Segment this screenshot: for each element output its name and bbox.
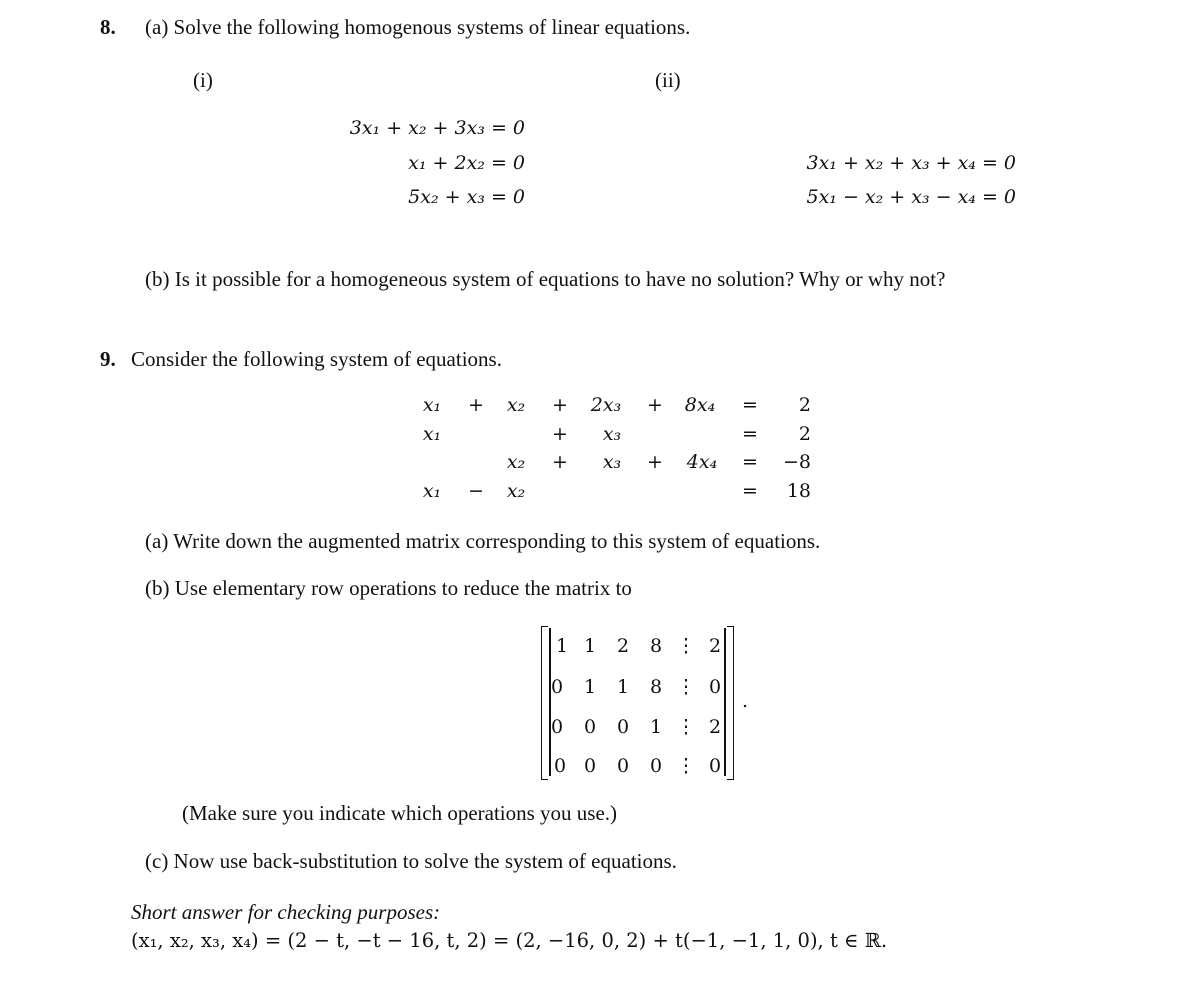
q9-part-a-text: (a) Write down the augmented matrix corresponding to this system of equations. (145, 529, 821, 553)
term-x4: 8x₄ (684, 394, 716, 416)
q9-part-b-text: (b) Use elementary row operations to reduce the matrix to (145, 576, 632, 600)
q9-note-text: (Make sure you indicate which operations you use.) (182, 801, 618, 825)
q9-intro-text: Consider the following system of equations. (131, 347, 502, 371)
rhs-value: 2 (798, 394, 811, 416)
matrix-end-period: . (742, 690, 749, 712)
q8-part-a-text: (a) Solve the following homogenous systems of linear equations. (145, 15, 691, 39)
equals-sign: = (742, 480, 758, 502)
q8-sub-i-label: (i) (193, 68, 213, 92)
matrix-cell: 0 (550, 716, 564, 738)
q8-part-b-text: (b) Is it possible for a homogeneous system of equations to have no solution? Why or why not? (145, 267, 946, 291)
operator: − (468, 480, 484, 502)
system-i-equation-1: 3x₁ + x₂ + 3x₃ = 0 (349, 117, 525, 139)
matrix-cell: 2 (708, 716, 722, 738)
matrix-cell: 1 (649, 716, 663, 738)
matrix-cell: 1 (555, 635, 569, 657)
short-answer-label: Short answer for checking purposes: (131, 900, 441, 924)
system-ii-equation-2: 5x₁ − x₂ + x₃ − x₄ = 0 (806, 186, 1016, 208)
term-x1: x₁ (422, 480, 442, 502)
system-ii-equation-1: 3x₁ + x₂ + x₃ + x₄ = 0 (806, 152, 1016, 174)
system-i-equation-2: x₁ + 2x₂ = 0 (408, 152, 525, 174)
q8-sub-ii-label: (ii) (655, 68, 681, 92)
q9-number: 9. (100, 347, 116, 371)
term-x2: x₂ (506, 394, 526, 416)
matrix-cell: 2 (616, 635, 630, 657)
left-bracket (541, 626, 548, 780)
matrix-cell: 8 (649, 635, 663, 657)
matrix-cell: 0 (649, 755, 663, 777)
matrix-separator: ⋮ (676, 676, 696, 698)
term-x2: x₂ (506, 451, 526, 473)
rhs-value: −8 (782, 451, 811, 473)
matrix-cell: 1 (583, 676, 597, 698)
matrix-cell: 0 (553, 755, 567, 777)
matrix-cell: 0 (708, 676, 722, 698)
operator: + (647, 451, 663, 473)
short-answer-formula: (x₁, x₂, x₃, x₄) = (2 − t, −t − 16, t, 2) = (2, −16, 0, 2) + t(−1, −1, 1, 0), t ∈ ℝ. (131, 929, 888, 952)
matrix-cell: 2 (708, 635, 722, 657)
bracket-inner-line (724, 628, 726, 776)
matrix-cell: 8 (649, 676, 663, 698)
operator: + (552, 394, 568, 416)
rhs-value: 18 (786, 480, 811, 502)
matrix-cell: 0 (583, 716, 597, 738)
term-x3: x₃ (602, 423, 622, 445)
term-x3: x₃ (602, 451, 622, 473)
matrix-cell: 0 (616, 755, 630, 777)
equals-sign: = (742, 394, 758, 416)
matrix-cell: 1 (616, 676, 630, 698)
matrix-cell: 0 (708, 755, 722, 777)
rhs-value: 2 (798, 423, 811, 445)
matrix-separator: ⋮ (676, 755, 696, 777)
q9-part-c-text: (c) Now use back-substitution to solve the system of equations. (145, 849, 677, 873)
equals-sign: = (742, 451, 758, 473)
term-x3: 2x₃ (590, 394, 622, 416)
system-i-equation-3: 5x₂ + x₃ = 0 (408, 186, 525, 208)
operator: + (647, 394, 663, 416)
term-x2: x₂ (506, 480, 526, 502)
matrix-separator: ⋮ (676, 716, 696, 738)
term-x4: 4x₄ (686, 451, 718, 473)
matrix-cell: 1 (583, 635, 597, 657)
matrix-cell: 0 (583, 755, 597, 777)
matrix-cell: 0 (550, 676, 564, 698)
term-x1: x₁ (422, 394, 442, 416)
q8-number: 8. (100, 15, 116, 39)
matrix-separator: ⋮ (676, 635, 696, 657)
term-x1: x₁ (422, 423, 442, 445)
operator: + (468, 394, 484, 416)
matrix-cell: 0 (616, 716, 630, 738)
operator: + (552, 451, 568, 473)
equals-sign: = (742, 423, 758, 445)
bracket-inner-line (549, 628, 551, 776)
operator: + (552, 423, 568, 445)
right-bracket (727, 626, 734, 780)
